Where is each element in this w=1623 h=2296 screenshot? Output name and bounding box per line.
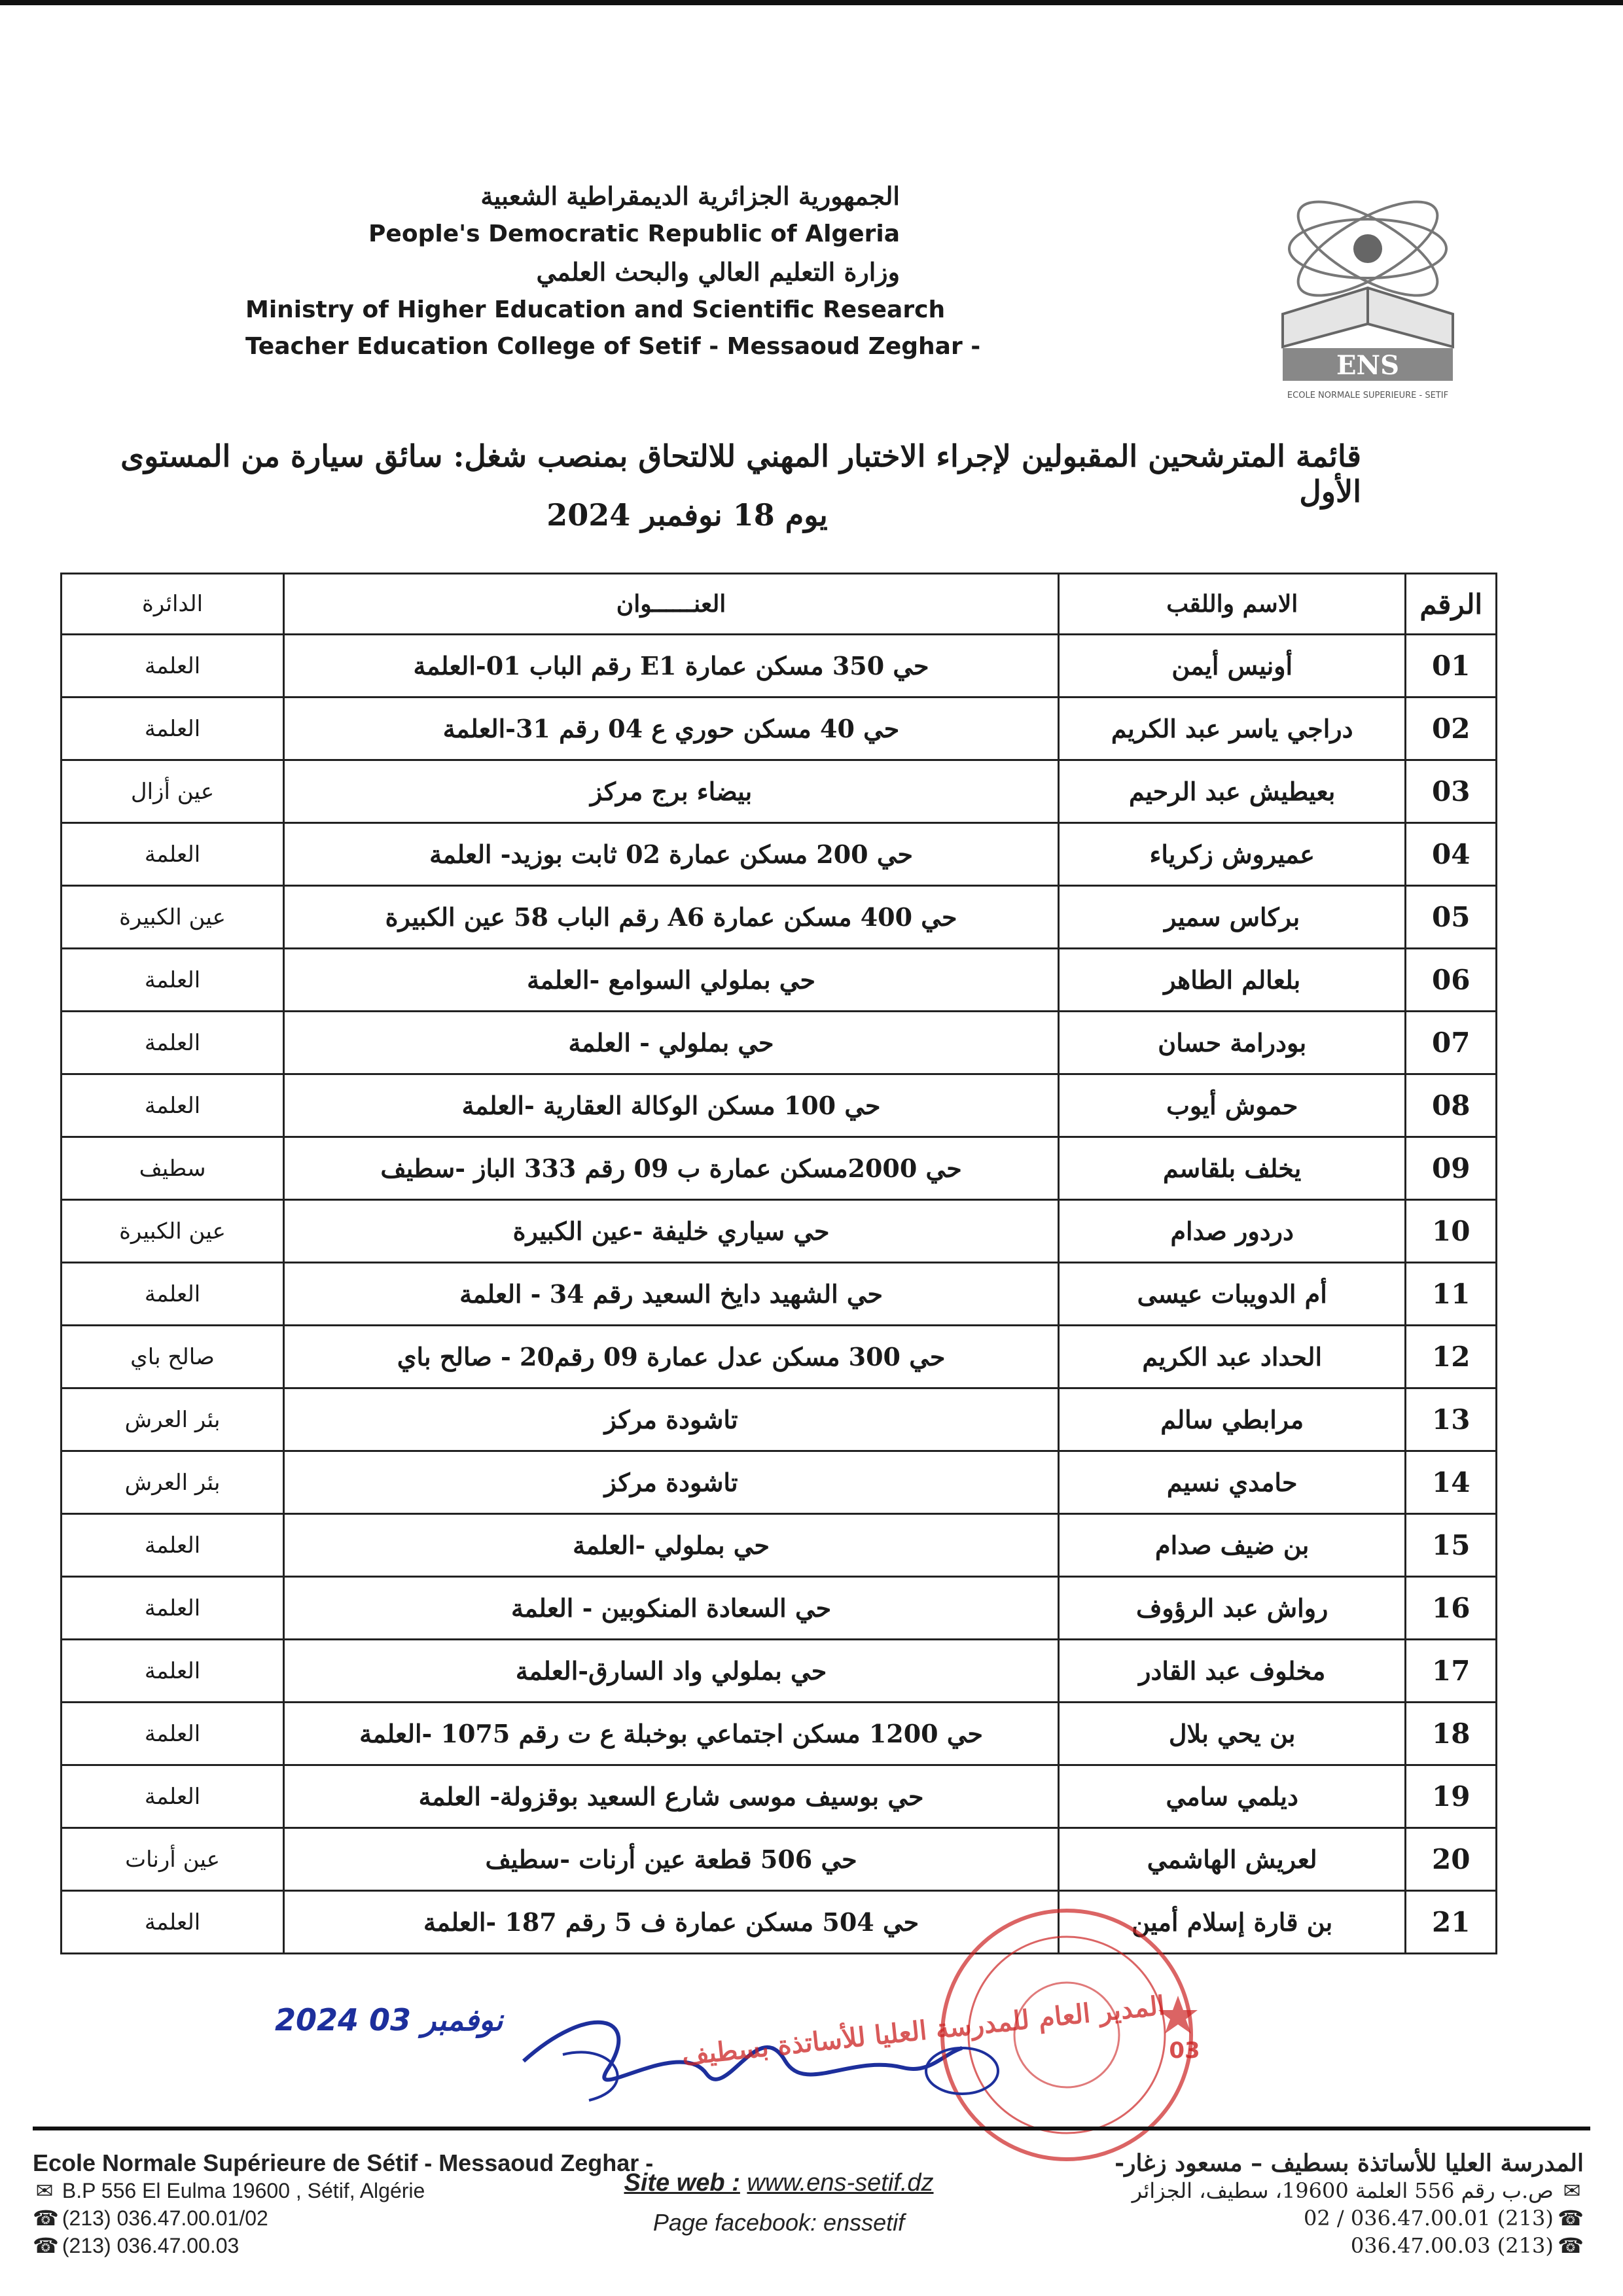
- row-name: دراجي ياسر عبد الكريم: [1059, 698, 1406, 760]
- row-number: 02: [1406, 698, 1497, 760]
- row-name: حامدي نسيم: [1059, 1451, 1406, 1514]
- site-label: Site web :: [624, 2169, 740, 2197]
- row-name: ديلمي سامي: [1059, 1765, 1406, 1828]
- row-address: حي 350 مسكن عمارة E1 رقم الباب 01-العلمة: [284, 635, 1059, 698]
- header-num: الرقم: [1406, 574, 1497, 635]
- row-address: حي 40 مسكن حوري ع 04 رقم 31-العلمة: [284, 698, 1059, 760]
- row-district: العلمة: [62, 1577, 284, 1640]
- row-address: حي 506 قطعة عين أرنات -سطيف: [284, 1828, 1059, 1891]
- footer-right-title: المدرسة العليا للأساتذة بسطيف – مسعود زغار-: [1115, 2149, 1584, 2177]
- table-row: [62, 1326, 1497, 1388]
- table-row: [62, 760, 1497, 823]
- table-row: [62, 1388, 1497, 1451]
- row-number: 01: [1406, 635, 1497, 698]
- row-number: 08: [1406, 1074, 1497, 1137]
- ens-logo: [1243, 177, 1492, 412]
- table-row: [62, 1451, 1497, 1514]
- row-address: حي 300 مسكن عدل عمارة 09 رقم20 - صالح باي: [284, 1326, 1059, 1388]
- table-row: [62, 1200, 1497, 1263]
- row-district: العلمة: [62, 1074, 284, 1137]
- row-number: 18: [1406, 1703, 1497, 1765]
- row-name: بركاس سمير: [1059, 886, 1406, 949]
- row-number: 12: [1406, 1326, 1497, 1388]
- row-district: العلمة: [62, 1703, 284, 1765]
- row-name: عميروش زكرياء: [1059, 823, 1406, 886]
- row-name: بن يحي بلال: [1059, 1703, 1406, 1765]
- fax-icon: ☎: [33, 2234, 59, 2257]
- row-district: العلمة: [62, 1012, 284, 1074]
- row-address: حي بملولي السوامع -العلمة: [284, 949, 1059, 1012]
- college-en: Teacher Education College of Setif - Messaoud Zeghar -: [245, 333, 981, 360]
- table-row: [62, 886, 1497, 949]
- table-row: [62, 1765, 1497, 1828]
- row-number: 10: [1406, 1200, 1497, 1263]
- table-header-row: [62, 574, 1497, 635]
- row-number: 14: [1406, 1451, 1497, 1514]
- site-link[interactable]: www.ens-setif.dz: [747, 2169, 934, 2197]
- footer-left: [33, 2149, 653, 2259]
- table-row: [62, 1074, 1497, 1137]
- header-name: الاسم واللقب: [1059, 574, 1406, 635]
- row-district: عين الكبيرة: [62, 1200, 284, 1263]
- footer-right: [1115, 2149, 1584, 2259]
- table-row: [62, 949, 1497, 1012]
- republic-ar: الجمهورية الجزائرية الديمقراطية الشعبية: [480, 181, 900, 211]
- mail-icon: ✉: [1563, 2178, 1581, 2203]
- table-row: [62, 635, 1497, 698]
- row-number: 20: [1406, 1828, 1497, 1891]
- logo-subtext: ECOLE NORMALE SUPERIEURE - SETIF: [1287, 391, 1449, 400]
- row-number: 16: [1406, 1577, 1497, 1640]
- table-row: [62, 1703, 1497, 1765]
- row-number: 13: [1406, 1388, 1497, 1451]
- row-district: بئر العرش: [62, 1388, 284, 1451]
- row-number: 17: [1406, 1640, 1497, 1703]
- row-district: العلمة: [62, 1891, 284, 1954]
- row-name: أم الدويبات عيسى: [1059, 1263, 1406, 1326]
- row-address: حي الشهيد دايخ السعيد رقم 34 - العلمة: [284, 1263, 1059, 1326]
- table-row: [62, 1012, 1497, 1074]
- row-address: حي 1200 مسكن اجتماعي بوخبلة ع ت رقم 1075 -العلمة: [284, 1703, 1059, 1765]
- top-border: [0, 0, 1623, 5]
- row-address: حي 504 مسكن عمارة ف 5 رقم 187 -العلمة: [284, 1891, 1059, 1954]
- row-name: بن ضيف صدام: [1059, 1514, 1406, 1577]
- row-district: عين أزال: [62, 760, 284, 823]
- row-number: 21: [1406, 1891, 1497, 1954]
- row-district: العلمة: [62, 949, 284, 1012]
- row-name: بودرامة حسان: [1059, 1012, 1406, 1074]
- row-address: تاشودة مركز: [284, 1388, 1059, 1451]
- row-name: حموش أيوب: [1059, 1074, 1406, 1137]
- row-number: 07: [1406, 1012, 1497, 1074]
- footer-center: [589, 2169, 969, 2236]
- document-title: قائمة المترشحين المقبولين لإجراء الاختبار المهني للالتحاق بمنصب شغل: سائق سيارة من المستوى الأول: [120, 438, 1361, 509]
- row-number: 05: [1406, 886, 1497, 949]
- row-number: 04: [1406, 823, 1497, 886]
- footer-right-phone: (213) 036.47.00.01 / 02: [1304, 2206, 1554, 2231]
- row-name: أونيس أيمن: [1059, 635, 1406, 698]
- row-district: بئر العرش: [62, 1451, 284, 1514]
- row-district: العلمة: [62, 1263, 284, 1326]
- row-address: تاشودة مركز: [284, 1451, 1059, 1514]
- footer-divider: [33, 2127, 1590, 2130]
- row-district: عين أرنات: [62, 1828, 284, 1891]
- footer-left-fax: (213) 036.47.00.03: [62, 2234, 240, 2257]
- row-district: العلمة: [62, 1514, 284, 1577]
- footer-left-phone: (213) 036.47.00.01/02: [62, 2206, 268, 2230]
- ministry-ar: وزارة التعليم العالي والبحث العلمي: [536, 257, 900, 287]
- row-number: 15: [1406, 1514, 1497, 1577]
- row-number: 09: [1406, 1137, 1497, 1200]
- row-address: حي بوسيف موسى شارع السعيد بوقزولة- العلمة: [284, 1765, 1059, 1828]
- candidates-table: [60, 573, 1497, 1954]
- letterhead: [245, 177, 981, 365]
- row-district: العلمة: [62, 823, 284, 886]
- row-district: عين الكبيرة: [62, 886, 284, 949]
- row-name: بلعالم الطاهر: [1059, 949, 1406, 1012]
- row-name: رواش عبد الرؤوف: [1059, 1577, 1406, 1640]
- row-name: الحداد عبد الكريم: [1059, 1326, 1406, 1388]
- table-row: [62, 1828, 1497, 1891]
- footer-right-address: ص.ب رقم 556 العلمة 19600، سطيف، الجزائر: [1132, 2178, 1554, 2203]
- table-row: [62, 1577, 1497, 1640]
- footer-left-address: B.P 556 El Eulma 19600 , Sétif, Algérie: [62, 2179, 425, 2202]
- row-district: العلمة: [62, 698, 284, 760]
- logo-text: ENS: [1336, 350, 1399, 381]
- row-name: مخلوف عبد القادر: [1059, 1640, 1406, 1703]
- received-date-stamp: 2024 نوفمبر 03: [275, 2002, 503, 2038]
- footer-right-fax: (213) 036.47.00.03: [1350, 2233, 1554, 2258]
- row-number: 11: [1406, 1263, 1497, 1326]
- row-name: مرابطي سالم: [1059, 1388, 1406, 1451]
- row-address: حي السعادة المنكوبين - العلمة: [284, 1577, 1059, 1640]
- table-body: [62, 635, 1497, 1954]
- row-name: بن قارة إسلام أمين: [1059, 1891, 1406, 1954]
- row-name: لعريش الهاشمي: [1059, 1828, 1406, 1891]
- row-name: دردور صدام: [1059, 1200, 1406, 1263]
- row-address: حي بملولي - العلمة: [284, 1012, 1059, 1074]
- table-row: [62, 823, 1497, 886]
- table-row: [62, 1514, 1497, 1577]
- row-name: بعيطيش عبد الرحيم: [1059, 760, 1406, 823]
- table-row: [62, 1891, 1497, 1954]
- row-district: صالح باي: [62, 1326, 284, 1388]
- row-number: 03: [1406, 760, 1497, 823]
- row-number: 19: [1406, 1765, 1497, 1828]
- republic-en: People's Democratic Republic of Algeria: [368, 221, 900, 247]
- row-address: حي 2000مسكن عمارة ب 09 رقم 333 الباز -سطيف: [284, 1137, 1059, 1200]
- row-number: 06: [1406, 949, 1497, 1012]
- table-row: [62, 1263, 1497, 1326]
- row-address: بيضاء برج مركز: [284, 760, 1059, 823]
- seal-text: المدير العام للمدرسة العليا للأساتذة بسطيف: [680, 1990, 1167, 2072]
- table-row: [62, 1137, 1497, 1200]
- mail-icon: ✉: [35, 2179, 54, 2202]
- facebook-page: Page facebook: enssetif: [652, 2209, 905, 2236]
- row-district: سطيف: [62, 1137, 284, 1200]
- row-name: يخلف بلقاسم: [1059, 1137, 1406, 1200]
- row-address: حي 100 مسكن الوكالة العقارية -العلمة: [284, 1074, 1059, 1137]
- row-district: العلمة: [62, 1640, 284, 1703]
- seal-number: 03: [1169, 2038, 1200, 2064]
- phone-icon: ☎: [33, 2206, 59, 2230]
- row-address: حي 400 مسكن عمارة A6 رقم الباب 58 عين الكبيرة: [284, 886, 1059, 949]
- header-address: العنــــــوان: [284, 574, 1059, 635]
- ministry-en: Ministry of Higher Education and Scientific Research: [245, 296, 946, 323]
- row-address: حي بملولي -العلمة: [284, 1514, 1059, 1577]
- fax-icon: ☎: [1558, 2233, 1584, 2258]
- table-row: [62, 698, 1497, 760]
- footer-left-title: Ecole Normale Supérieure de Sétif - Messaoud Zeghar -: [33, 2149, 654, 2176]
- row-address: حي سياري خليفة -عين الكبيرة: [284, 1200, 1059, 1263]
- header-district: الدائرة: [62, 574, 284, 635]
- document-date: يوم 18 نوفمبر 2024: [546, 497, 828, 533]
- table-row: [62, 1640, 1497, 1703]
- row-address: حي 200 مسكن عمارة 02 ثابت بوزيد- العلمة: [284, 823, 1059, 886]
- row-district: العلمة: [62, 1765, 284, 1828]
- phone-icon: ☎: [1558, 2206, 1584, 2231]
- row-district: العلمة: [62, 635, 284, 698]
- row-address: حي بملولي واد السارق-العلمة: [284, 1640, 1059, 1703]
